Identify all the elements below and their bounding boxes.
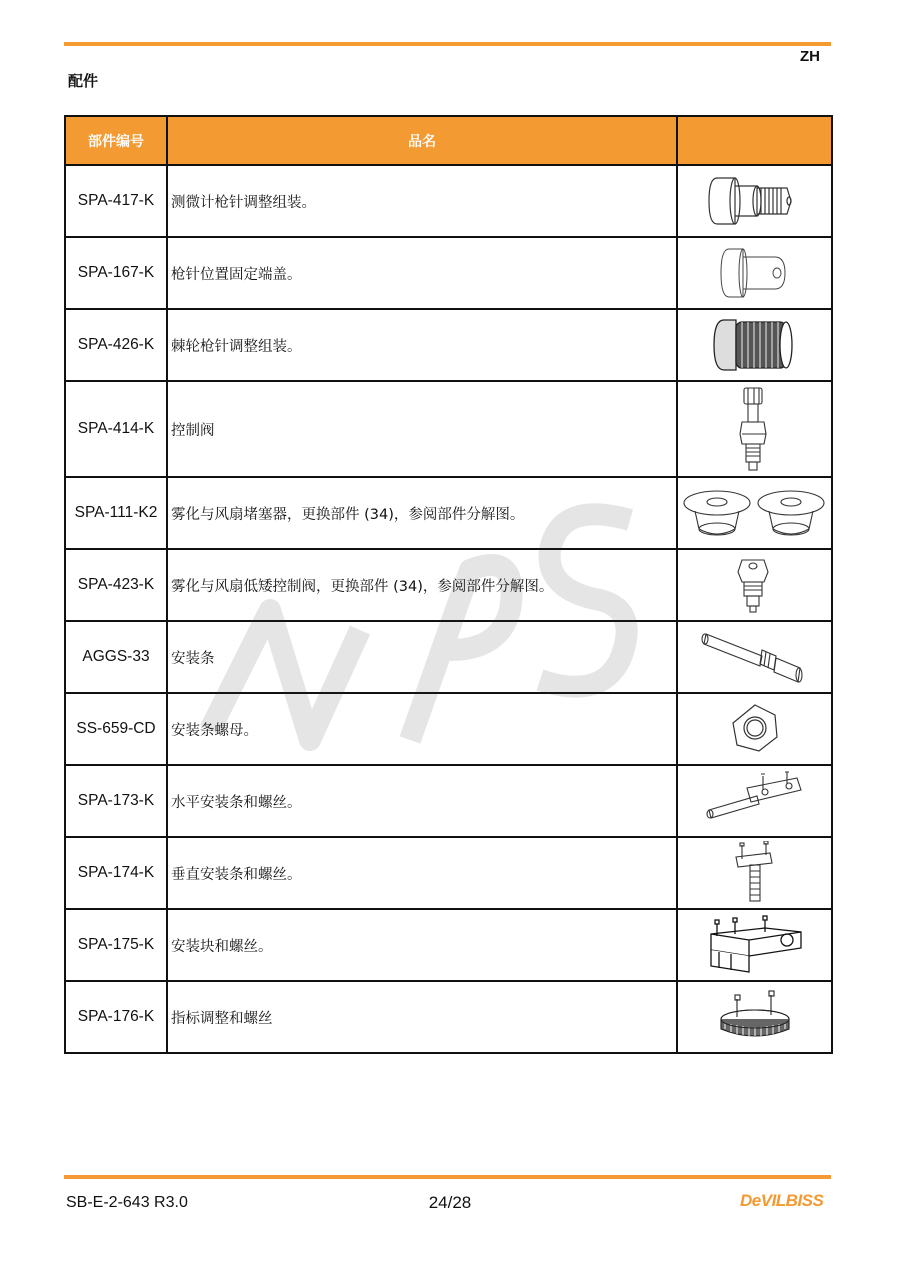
brand-logo: DeVILBISS — [740, 1191, 824, 1210]
table-row — [65, 909, 832, 981]
part-number: SPA-414-K — [65, 381, 167, 477]
part-number: SPA-175-K — [65, 909, 167, 981]
part-name: 雾化与风扇低矮控制阀，更换部件 (34)，参阅部件分解图。 — [167, 549, 677, 621]
section-title: 配件 — [68, 72, 99, 90]
header-rule — [64, 42, 831, 46]
part-name: 雾化与风扇堵塞器，更换部件 (34)，参阅部件分解图。 — [167, 477, 677, 549]
part-number: SPA-426-K — [65, 309, 167, 381]
document-id: SB-E-2-643 R3.0 — [66, 1194, 188, 1211]
col-header-image — [677, 116, 832, 165]
part-number: SPA-174-K — [65, 837, 167, 909]
plug-pair-icon — [677, 477, 832, 549]
vertical-mount-icon — [677, 837, 832, 909]
part-number: SPA-173-K — [65, 765, 167, 837]
page-number: 24/28 — [428, 1193, 472, 1212]
part-name: 垂直安装条和螺丝。 — [167, 837, 677, 909]
needle-stop-cap-icon — [677, 237, 832, 309]
part-name: 指标调整和螺丝 — [167, 981, 677, 1053]
table-row — [65, 309, 832, 381]
mounting-bar-icon — [677, 621, 832, 693]
table-row — [65, 765, 832, 837]
low-profile-valve-icon — [677, 549, 832, 621]
table-row — [65, 693, 832, 765]
control-valve-icon — [677, 381, 832, 477]
part-number: SPA-176-K — [65, 981, 167, 1053]
parts-table — [64, 115, 833, 1054]
part-number: SPA-417-K — [65, 165, 167, 237]
part-number: SPA-111-K2 — [65, 477, 167, 549]
hex-nut-icon — [677, 693, 832, 765]
part-name: 安装条螺母。 — [167, 693, 677, 765]
table-row — [65, 549, 832, 621]
part-name: 控制阀 — [167, 381, 677, 477]
table-row — [65, 621, 832, 693]
part-number: SPA-167-K — [65, 237, 167, 309]
part-name: 水平安装条和螺丝。 — [167, 765, 677, 837]
table-row — [65, 981, 832, 1053]
table-header-row — [65, 116, 832, 165]
col-header-name: 品名 — [167, 116, 677, 165]
table-row — [65, 381, 832, 477]
ratchet-needle-adjuster-icon — [677, 309, 832, 381]
horizontal-mount-icon — [677, 765, 832, 837]
micrometer-needle-adjuster-icon — [677, 165, 832, 237]
table-row — [65, 165, 832, 237]
table-row — [65, 837, 832, 909]
table-row — [65, 477, 832, 549]
part-name: 安装条 — [167, 621, 677, 693]
part-name: 棘轮枪针调整组装。 — [167, 309, 677, 381]
part-number: SPA-423-K — [65, 549, 167, 621]
part-name: 测微计枪针调整组装。 — [167, 165, 677, 237]
index-adjuster-icon — [677, 981, 832, 1053]
mounting-block-icon — [677, 909, 832, 981]
language-code: ZH — [800, 48, 820, 65]
col-header-part-number: 部件编号 — [65, 116, 167, 165]
footer-rule — [64, 1175, 831, 1179]
table-row — [65, 237, 832, 309]
part-number: AGGS-33 — [65, 621, 167, 693]
part-name: 枪针位置固定端盖。 — [167, 237, 677, 309]
part-name: 安装块和螺丝。 — [167, 909, 677, 981]
part-number: SS-659-CD — [65, 693, 167, 765]
